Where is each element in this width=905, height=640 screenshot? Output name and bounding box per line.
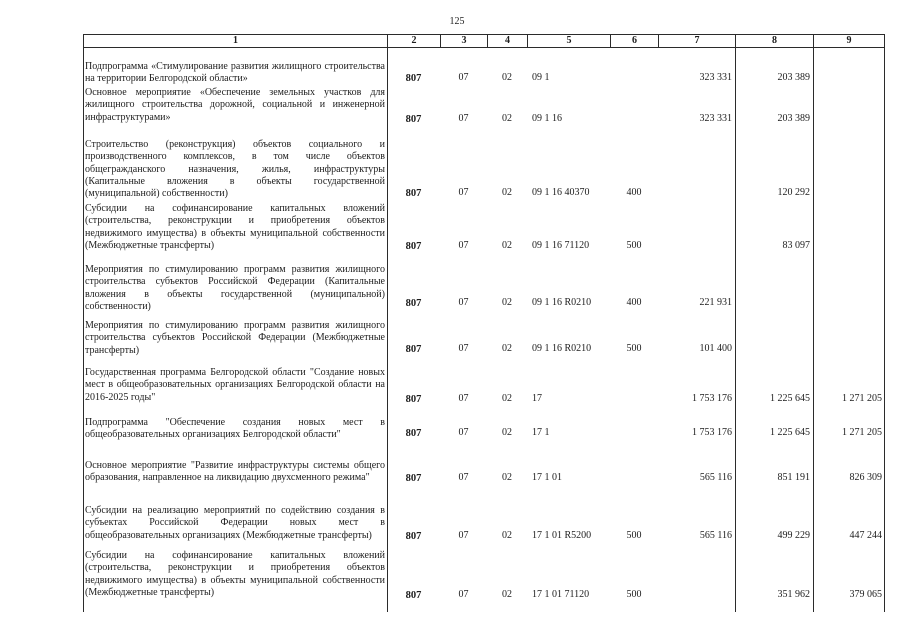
row-title-line: Подпрограмма «Стимулирование развития жилищного строительства: [85, 60, 385, 72]
amount-cell: 826 309: [849, 471, 882, 483]
row-title-line: производственного комплексов, в том числе объектов: [85, 151, 385, 163]
row-title-line: общегражданского назначения, жилья, инфраструктуры: [85, 163, 385, 175]
amount-cell: 1 225 645: [770, 392, 810, 404]
expense-type-code-cell: 400: [626, 296, 642, 308]
column-header: 8: [735, 34, 813, 48]
row-title-line: Мероприятия по стимулированию программ развития жилищного: [85, 319, 385, 331]
row-title-line: (Капитальные вложения в объекты государственной: [85, 175, 385, 187]
subsection-code-cell: 02: [502, 529, 512, 541]
target-item-code-cell: 17 1 01 71120: [532, 588, 590, 600]
section-code-cell: 07: [458, 239, 469, 251]
row-title-line: (Межбюджетные трансферты): [85, 586, 215, 598]
subsection-code-cell: 02: [502, 112, 512, 124]
amount-cell: [658, 589, 735, 601]
row-title-line: (строительства, реконструкции и приобретения объектов: [85, 215, 385, 227]
row-title: [85, 505, 385, 542]
department-code-cell: 807: [405, 530, 422, 542]
section-code-cell: 07: [458, 588, 469, 600]
amount-cell: [813, 72, 885, 84]
column-rule: [83, 47, 84, 612]
row-title-line: Субсидии на реализацию мероприятий по содействию создания в: [85, 504, 385, 516]
department-code-cell: 807: [405, 343, 422, 355]
section-code-cell: 07: [458, 471, 469, 483]
page-number: 125: [449, 16, 465, 27]
row-title-line: Мероприятия по стимулированию программ развития жилищного: [85, 263, 385, 275]
subsection-code-cell: 02: [502, 392, 512, 404]
row-title-line: общеобразовательных организациях (Межбюджетные трансферты): [85, 529, 372, 541]
subsection-code-cell: 02: [502, 588, 512, 600]
expense-type-code-cell: 500: [626, 239, 642, 251]
row-title-line: Основное мероприятие "Развитие инфраструктуры системы общего: [85, 459, 385, 471]
expense-type-code-cell: [610, 427, 658, 439]
amount-cell: 351 962: [777, 588, 810, 600]
subsection-code-cell: 02: [502, 296, 512, 308]
amount-cell: [813, 187, 885, 199]
subsection-code-cell: 02: [502, 426, 512, 438]
amount-cell: 120 292: [777, 186, 810, 198]
row-title: [85, 320, 385, 357]
row-title-line: образования, направленное на ликвидацию двухсменного режима": [85, 472, 370, 484]
row-title-line: Основное мероприятие «Обеспечение земельных участков для: [85, 86, 385, 98]
subsection-code-cell: 02: [502, 342, 512, 354]
row-title-line: Субсидии на софинансирование капитальных вложений: [85, 202, 385, 214]
amount-cell: 101 400: [699, 342, 732, 354]
row-title-line: (муниципальной) собственности): [85, 188, 228, 200]
department-code-cell: 807: [405, 393, 422, 405]
row-title-line: строительства субъектов Российской Федерации (Межбюджетные: [85, 332, 385, 344]
row-title-line: Строительство (реконструкция) объектов социального и: [85, 138, 385, 150]
row-title-line: Подпрограмма "Обеспечение создания новых мест в: [85, 416, 385, 428]
column-header: 9: [813, 34, 885, 48]
department-code-cell: 807: [405, 427, 422, 439]
row-title: [85, 460, 385, 485]
amount-cell: 83 097: [782, 239, 810, 251]
amount-cell: 447 244: [849, 529, 882, 541]
row-title: [85, 367, 385, 404]
amount-cell: [813, 240, 885, 252]
row-title: [85, 264, 385, 314]
subsection-code-cell: 02: [502, 471, 512, 483]
row-title-line: субъектах Российской Федерации новых мест в: [85, 517, 385, 529]
row-title: [85, 139, 385, 201]
expense-type-code-cell: [610, 72, 658, 84]
expense-type-code-cell: [610, 472, 658, 484]
amount-cell: [813, 343, 885, 355]
amount-cell: [658, 187, 735, 199]
department-code-cell: 807: [405, 240, 422, 252]
target-item-code-cell: 17: [532, 392, 542, 404]
amount-cell: 1 225 645: [770, 426, 810, 438]
amount-cell: 499 229: [777, 529, 810, 541]
amount-cell: 851 191: [777, 471, 810, 483]
section-code-cell: 07: [458, 342, 469, 354]
amount-cell: [813, 297, 885, 309]
row-title-line: недвижимого имущества) в объекты муниципальной собственности: [85, 227, 385, 239]
amount-cell: 1 271 205: [842, 392, 882, 404]
target-item-code-cell: 09 1 16: [532, 112, 562, 124]
department-code-cell: 807: [405, 187, 422, 199]
section-code-cell: 07: [458, 186, 469, 198]
row-title: [85, 61, 385, 86]
amount-cell: [735, 297, 813, 309]
section-code-cell: 07: [458, 112, 469, 124]
column-rule: [813, 47, 814, 612]
amount-cell: 1 753 176: [692, 392, 732, 404]
row-title-line: вложения в объекты государственной (муниципальной): [85, 288, 385, 300]
subsection-code-cell: 02: [502, 186, 512, 198]
amount-cell: 323 331: [699, 112, 732, 124]
column-header: 3: [440, 34, 487, 48]
amount-cell: [735, 343, 813, 355]
amount-cell: 565 116: [699, 529, 732, 541]
expense-type-code-cell: [610, 113, 658, 125]
section-code-cell: 07: [458, 529, 469, 541]
expense-type-code-cell: 500: [626, 529, 642, 541]
department-code-cell: 807: [405, 113, 422, 125]
row-title-line: трансферты): [85, 344, 140, 356]
row-title-line: (строительства, реконструкции и приобретения объектов: [85, 562, 385, 574]
expense-type-code-cell: 500: [626, 342, 642, 354]
amount-cell: [813, 113, 885, 125]
row-title: [85, 87, 385, 124]
row-title-line: Субсидии на софинансирование капитальных вложений: [85, 549, 385, 561]
target-item-code-cell: 17 1 01: [532, 471, 562, 483]
row-title-line: общеобразовательных организациях Белгородской области": [85, 429, 341, 441]
target-item-code-cell: 09 1 16 40370: [532, 186, 590, 198]
column-rule: [735, 47, 736, 612]
target-item-code-cell: 17 1 01 R5200: [532, 529, 592, 541]
target-item-code-cell: 09 1 16 R0210: [532, 296, 592, 308]
department-code-cell: 807: [405, 297, 422, 309]
row-title-line: (Межбюджетные трансферты): [85, 239, 215, 251]
department-code-cell: 807: [405, 72, 422, 84]
row-title-line: строительства субъектов Российской Федерации (Капитальные: [85, 276, 385, 288]
section-code-cell: 07: [458, 392, 469, 404]
column-header: 6: [610, 34, 658, 48]
column-header: 5: [527, 34, 610, 48]
row-title: [85, 203, 385, 253]
target-item-code-cell: 17 1: [532, 426, 550, 438]
section-code-cell: 07: [458, 296, 469, 308]
target-item-code-cell: 09 1 16 71120: [532, 239, 590, 251]
department-code-cell: 807: [405, 589, 422, 601]
row-title-line: недвижимого имущества) в объекты муниципальной собственности: [85, 574, 385, 586]
amount-cell: 203 389: [777, 71, 810, 83]
row-title-line: Государственная программа Белгородской области "Создание новых: [85, 366, 385, 378]
section-code-cell: 07: [458, 71, 469, 83]
row-title-line: инфраструктурами»: [85, 111, 171, 123]
row-title-line: мест в общеобразовательных организациях Белгородской области на: [85, 379, 385, 391]
amount-cell: 323 331: [699, 71, 732, 83]
row-title: [85, 550, 385, 600]
row-title-line: жилищного строительства дорожной, социальной и инженерной: [85, 99, 385, 111]
column-rule: [387, 47, 388, 612]
target-item-code-cell: 09 1: [532, 71, 550, 83]
amount-cell: 1 271 205: [842, 426, 882, 438]
column-rule: [884, 47, 885, 612]
expense-type-code-cell: 400: [626, 186, 642, 198]
amount-cell: 203 389: [777, 112, 810, 124]
column-header: 7: [658, 34, 735, 48]
column-header: 4: [487, 34, 527, 48]
subsection-code-cell: 02: [502, 71, 512, 83]
column-header: 2: [387, 34, 440, 48]
amount-cell: [658, 240, 735, 252]
target-item-code-cell: 09 1 16 R0210: [532, 342, 592, 354]
row-title: [85, 417, 385, 442]
department-code-cell: 807: [405, 472, 422, 484]
row-title-line: на территории Белгородской области»: [85, 73, 248, 85]
section-code-cell: 07: [458, 426, 469, 438]
row-title-line: 2016-2025 годы": [85, 391, 156, 403]
expense-type-code-cell: [610, 393, 658, 405]
column-header: 1: [83, 34, 387, 48]
expense-type-code-cell: 500: [626, 588, 642, 600]
amount-cell: 1 753 176: [692, 426, 732, 438]
amount-cell: 221 931: [699, 296, 732, 308]
subsection-code-cell: 02: [502, 239, 512, 251]
amount-cell: 379 065: [849, 588, 882, 600]
row-title-line: собственности): [85, 300, 151, 312]
amount-cell: 565 116: [699, 471, 732, 483]
